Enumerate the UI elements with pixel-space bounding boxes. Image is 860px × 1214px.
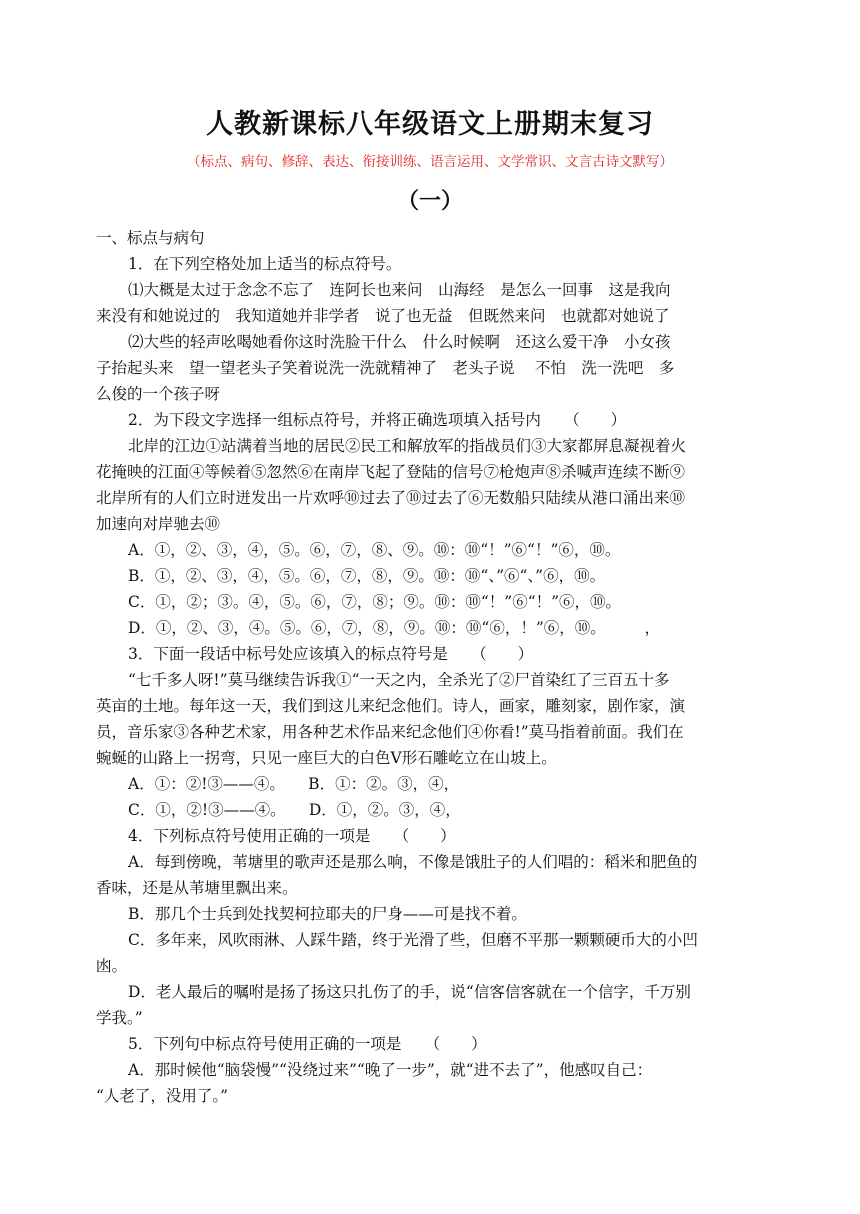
question-2-passage-cont: 加速向对岸驰去⑩ — [96, 515, 221, 533]
question-5-option-a: A．那时候他“脑袋慢”“没绕过来”“晚了一步”，就“进不去了”，他感叹自己： — [128, 1061, 653, 1079]
question-3-options-cd: C．①，②!③——④。 D．①，②。③，④， — [128, 801, 461, 819]
question-4-stem: 4．下列标点符号使用正确的一项是 （ ） — [128, 827, 456, 845]
question-4-option-c: C．多年来，风吹雨淋、人踩牛踏，终于光滑了些，但磨不平那一颗颗硬币大的小凹 — [128, 931, 698, 949]
question-2-option-c: C．①，②；③。④，⑤。⑥，⑦，⑧；⑨。⑩：⑩“！”⑥“！”⑥，⑩。 — [128, 593, 622, 611]
document-subtitle: （标点、病句、修辞、表达、衔接训练、语言运用、文学常识、文言古诗文默写） — [187, 154, 673, 170]
question-2-passage: 北岸的江边①站满着当地的居民②民工和解放军的指战员们③大家都屏息凝视着火 — [128, 437, 687, 455]
question-2-passage-cont: 花掩映的江面④等候着⑤忽然⑥在南岸飞起了登陆的信号⑦枪炮声⑧杀喊声连续不断⑨ — [96, 463, 686, 481]
question-3-options-ab: A．①：②!③——④。 B．①：②。③，④， — [128, 775, 460, 793]
question-1-stem: 1．在下列空格处加上适当的标点符号。 — [128, 255, 402, 273]
document-body — [96, 225, 772, 1109]
section-heading: 一、标点与病句 — [96, 229, 205, 247]
question-4-option-b: B．那几个士兵到处找契柯拉耶夫的尸身——可是找不着。 — [128, 905, 527, 923]
document-title: 人教新课标八年级语文上册期末复习 — [206, 109, 654, 140]
question-5-option-a-cont: “人老了，没用了。” — [96, 1087, 229, 1105]
question-3-passage: “七千多人呀!”莫马继续告诉我①“一天之内，全杀光了②尸首染红了三百五十多 — [128, 671, 670, 689]
question-3-passage-cont: 员，音乐家③各种艺术家，用各种艺术作品来纪念他们④你看!”莫马指着前面。我们在 — [96, 723, 684, 741]
question-1-item-1-cont: 来没有和她说过的 我知道她并非学者 说了也无益 但既然来问 也就都对她说了 — [96, 307, 670, 325]
question-4-option-d-cont: 学我。” — [96, 1009, 143, 1027]
question-3-passage-cont: 蜿蜒的山路上一拐弯，只见一座巨大的白色Ⅴ形石雕屹立在山坡上。 — [96, 749, 557, 767]
part-heading: （一） — [396, 189, 463, 214]
question-1-item-1: ⑴大概是太过于念念不忘了 连阿长也来问 山海经 是怎么一回事 这是我向 — [128, 281, 671, 299]
question-1-item-2: ⑵大些的轻声吆喝她看你这时洗脸干什么 什么时候啊 还这么爱干净 小女孩 — [128, 333, 671, 351]
question-1-item-2-cont: 么俊的一个孩子呀 — [96, 385, 221, 403]
question-2-option-a: A．①，②、③，④，⑤。⑥，⑦，⑧、⑨。⑩：⑩“！”⑥“！”⑥，⑩。 — [128, 541, 621, 559]
question-2-stem: 2．为下段文字选择一组标点符号，并将正确选项填入括号内 （ ） — [128, 411, 627, 429]
question-4-option-d: D．老人最后的嘱咐是扬了扬这只扎伤了的手，说“信客信客就在一个信字，千万别 — [128, 983, 691, 1001]
question-2-passage-cont: 北岸所有的人们立时迸发出一片欢呼⑩过去了⑩过去了⑥无数船只陆续从港口涌出来⑩ — [96, 489, 686, 507]
question-4-option-a-cont: 香味，还是从苇塘里飘出来。 — [96, 879, 298, 897]
question-3-stem: 3．下面一段话中标号处应该填入的标点符号是 （ ） — [128, 645, 534, 663]
question-4-option-a: A．每到傍晚，苇塘里的歌声还是那么响，不像是饿肚子的人们唱的：稻米和肥鱼的 — [128, 853, 698, 871]
question-2-option-d: D．①，②、③，④。⑤。⑥，⑦，⑧，⑨。⑩：⑩“⑥，！”⑥，⑩。 ， — [128, 619, 661, 637]
question-4-option-c-cont: 凼。 — [96, 957, 128, 975]
question-3-passage-cont: 英亩的土地。每年这一天，我们到这儿来纪念他们。诗人，画家，雕刻家，剧作家，演 — [96, 697, 686, 715]
question-1-item-2-cont: 子抬起头来 望一望老头子笑着说洗一洗就精神了 老头子说 不怕 洗一洗吧 多 — [96, 359, 675, 377]
question-5-stem: 5．下列句中标点符号使用正确的一项是 （ ） — [128, 1035, 487, 1053]
question-2-option-b: B．①，②、③，④，⑤。⑥，⑦，⑧，⑨。⑩：⑩“、”⑥“、”⑥，⑩。 — [128, 567, 606, 585]
